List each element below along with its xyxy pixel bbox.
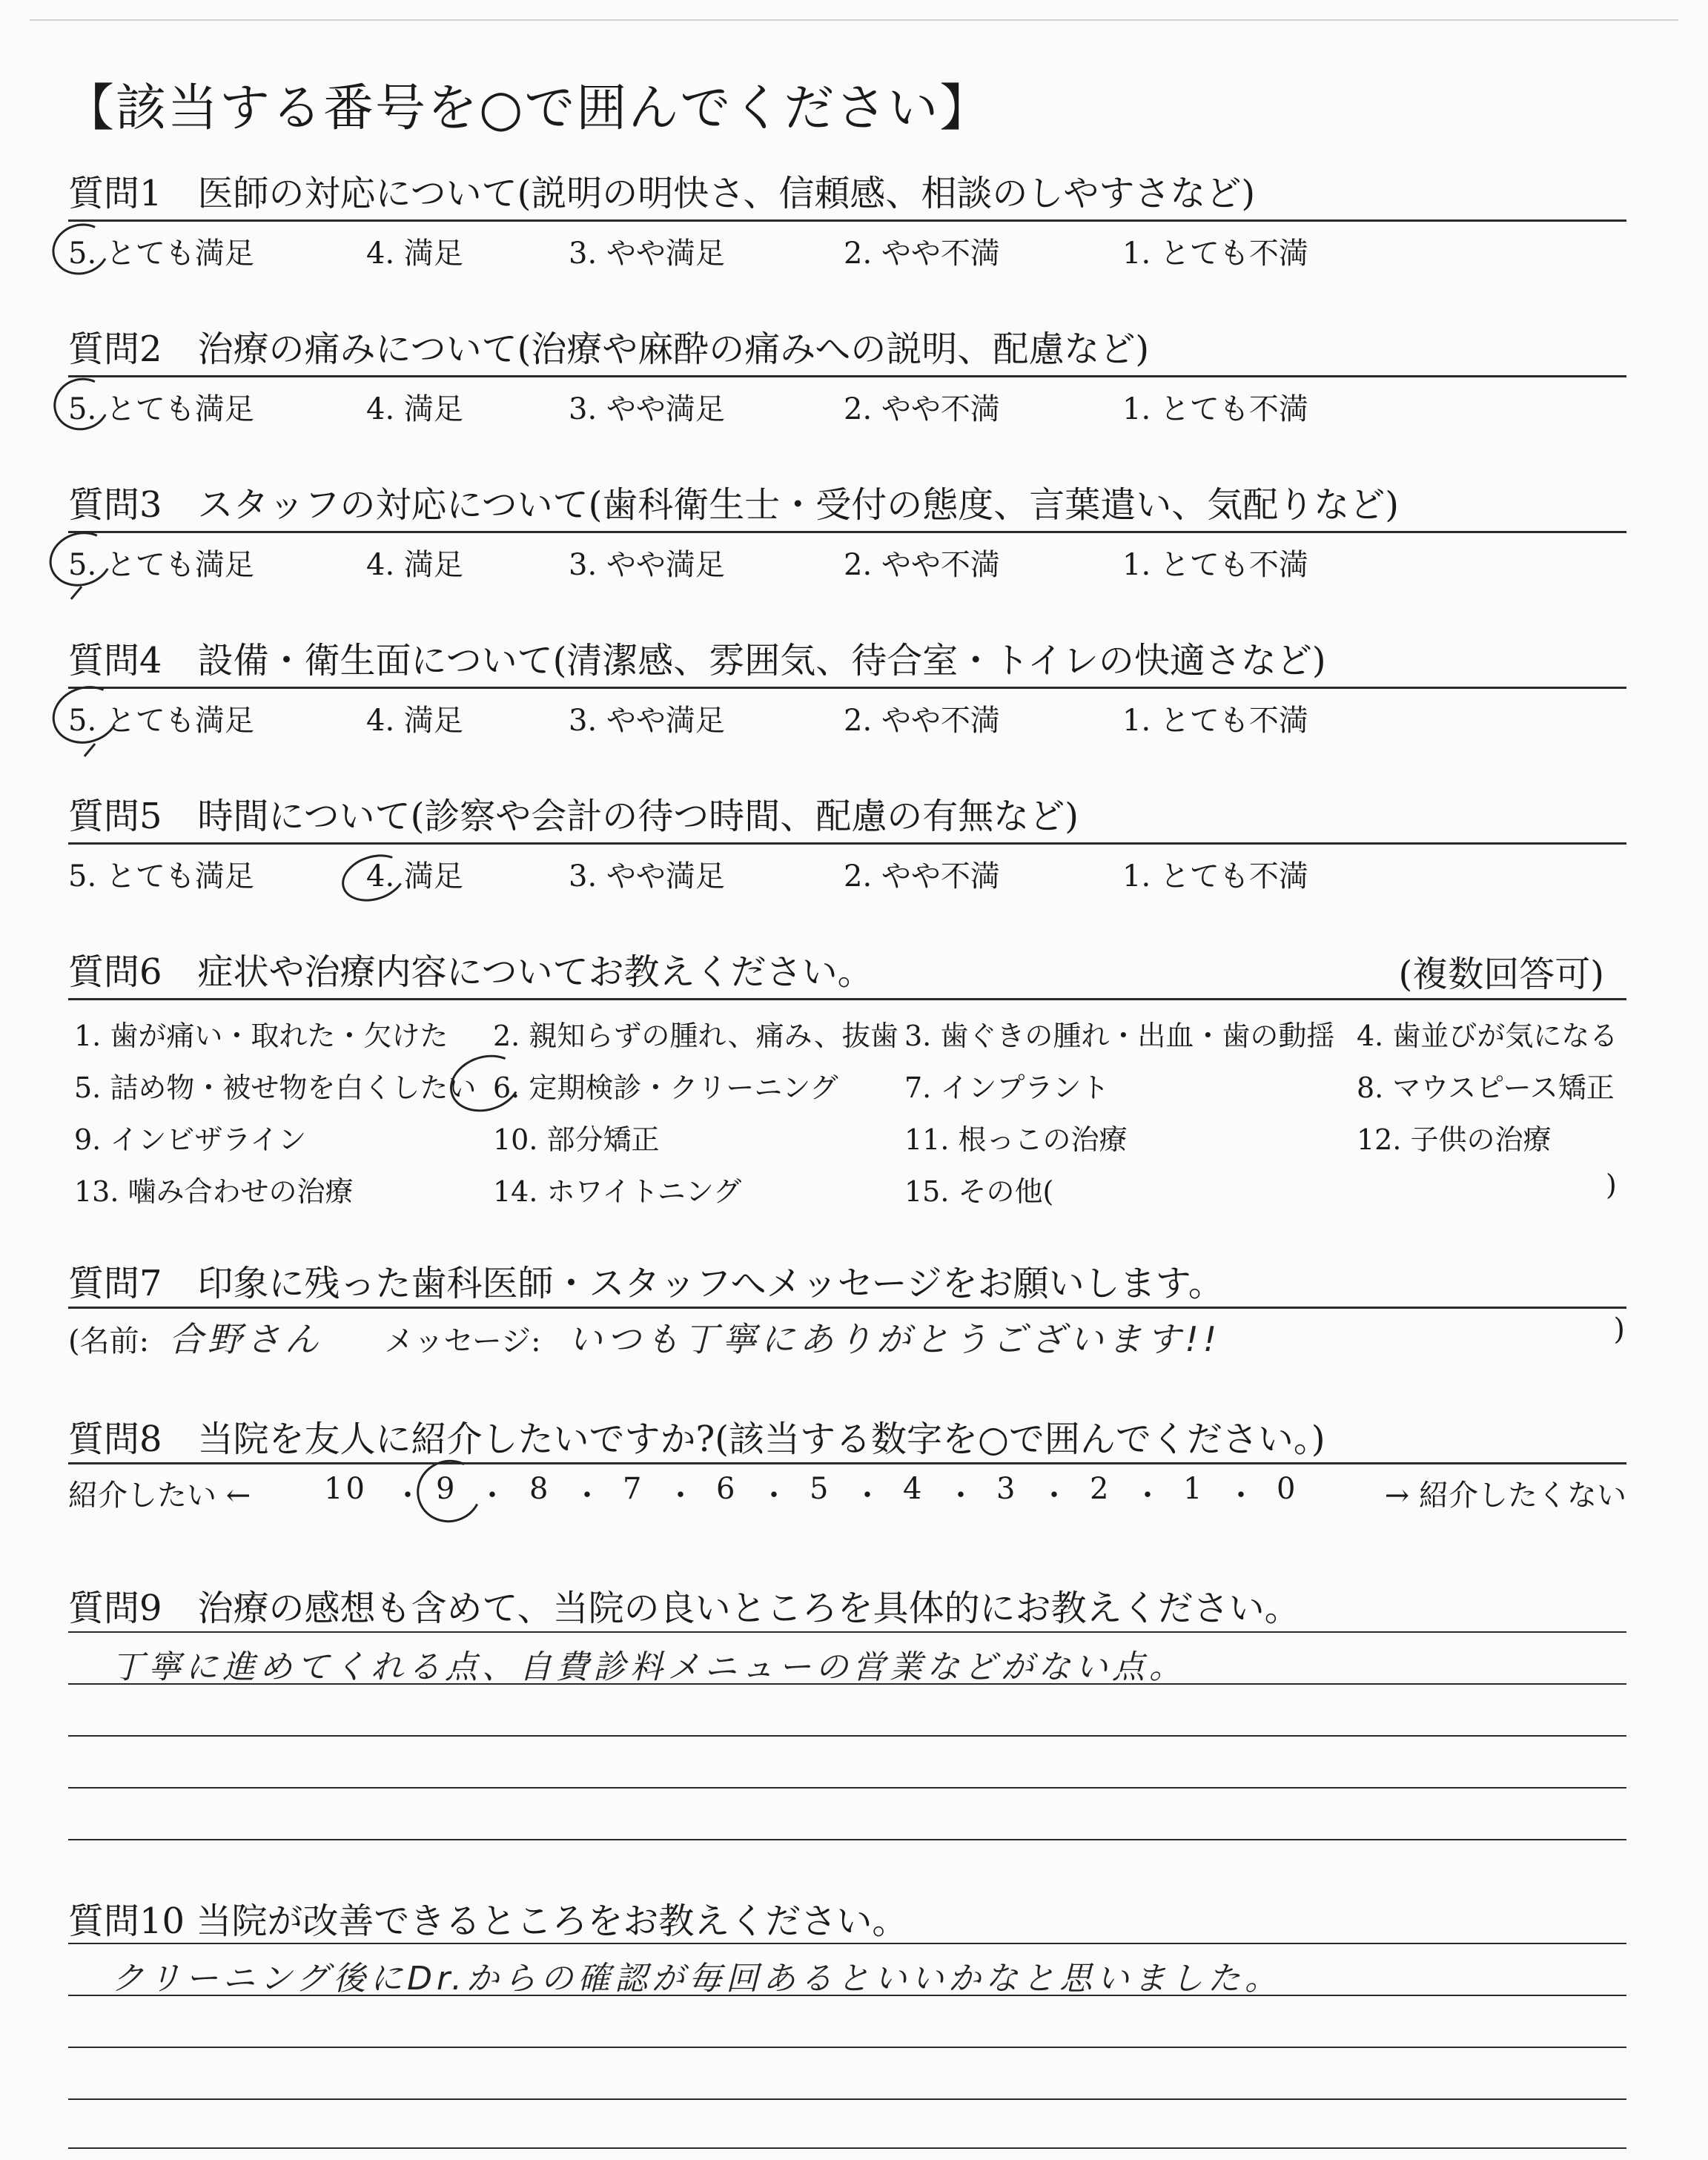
top-border [30, 19, 1678, 21]
q2-option-3[interactable]: 3. やや満足 [569, 392, 725, 426]
q4-circle-tail [84, 743, 96, 757]
q10-answer-line [68, 2147, 1626, 2149]
q10-answer-line [68, 2047, 1626, 2048]
q6-option-10[interactable]: 10. 部分矯正 [493, 1123, 660, 1156]
q1-option-2[interactable]: 2. やや不満 [844, 237, 1000, 271]
question-2-title: 質問2 治療の痛みについて(治療や麻酔の痛みへの説明、配慮など) [68, 328, 1150, 370]
q6-option-14[interactable]: 14. ホワイトニング [493, 1175, 742, 1208]
q6-option-5[interactable]: 5. 詰め物・被せ物を白くしたい [74, 1071, 477, 1104]
q3-circle-tail [70, 586, 82, 600]
q8-scale-10[interactable]: 10 [324, 1472, 368, 1506]
q9-answer-text[interactable]: 丁寧に進めてくれる点、自費診料メニューの営業などがない点。 [111, 1648, 1186, 1686]
q7-message-value[interactable]: いつも丁寧にありがとうございます!! [568, 1319, 1222, 1359]
q4-option-2[interactable]: 2. やや不満 [844, 704, 1000, 738]
q2-option-4[interactable]: 4. 満足 [366, 392, 463, 426]
question-5-rule [68, 842, 1626, 845]
q4-option-3[interactable]: 3. やや満足 [569, 704, 725, 738]
q6-option-12[interactable]: 12. 子供の治療 [1357, 1123, 1552, 1156]
question-10-title: 質問10 当院が改善できるところをお教えください。 [68, 1900, 908, 1942]
question-6-title: 質問6 症状や治療内容についてお教えください。 [68, 951, 873, 993]
q6-option-6[interactable]: 6. 定期検診・クリーニング [493, 1071, 838, 1104]
q2-option-2[interactable]: 2. やや不満 [844, 392, 1000, 426]
q6-option-8[interactable]: 8. マウスピース矯正 [1357, 1071, 1615, 1104]
q9-answer-line [68, 1735, 1626, 1737]
q3-selection-circle [42, 524, 119, 594]
q8-sep: ・ [666, 1479, 698, 1513]
q5-option-3[interactable]: 3. やや満足 [569, 859, 725, 894]
q8-sep: ・ [1039, 1479, 1072, 1513]
q6-option-1[interactable]: 1. 歯が痛い・取れた・欠けた [74, 1020, 448, 1052]
q7-close-paren: ) [1613, 1312, 1625, 1347]
q3-option-2[interactable]: 2. やや不満 [844, 548, 1000, 582]
q8-scale-6[interactable]: 6 [716, 1472, 738, 1506]
q6-other-close-paren: ) [1606, 1169, 1617, 1201]
q2-option-1[interactable]: 1. とても不満 [1122, 392, 1308, 426]
question-5-title: 質問5 時間について(診察や会計の待つ時間、配慮の有無など) [68, 796, 1079, 837]
q3-option-5[interactable]: 5. とても満足 [68, 548, 254, 582]
q5-option-1[interactable]: 1. とても不満 [1122, 859, 1308, 894]
q6-option-3[interactable]: 3. 歯ぐきの腫れ・出血・歯の動揺 [904, 1020, 1335, 1052]
q3-option-4[interactable]: 4. 満足 [366, 548, 463, 582]
q5-option-5[interactable]: 5. とても満足 [68, 859, 254, 894]
q3-option-3[interactable]: 3. やや満足 [569, 548, 725, 582]
question-6-note: (複数回答可) [1398, 954, 1604, 995]
question-8-rule [68, 1462, 1626, 1464]
question-3-title: 質問3 スタッフの対応について(歯科衛生士・受付の態度、言葉遣い、気配りなど) [68, 484, 1400, 526]
q1-option-4[interactable]: 4. 満足 [366, 237, 463, 271]
q6-option-2[interactable]: 2. 親知らずの腫れ、痛み、抜歯 [493, 1020, 898, 1052]
q8-sep: ・ [853, 1479, 885, 1513]
question-4-title: 質問4 設備・衛生面について(清潔感、雰囲気、待合室・トイレの快適さなど) [68, 640, 1326, 681]
q8-scale-9[interactable]: 9 [436, 1472, 458, 1506]
q8-scale-4[interactable]: 4 [903, 1472, 925, 1506]
q6-option-9[interactable]: 9. インビザライン [74, 1123, 307, 1156]
q5-option-2[interactable]: 2. やや不満 [844, 859, 1000, 894]
question-8-title: 質問8 当院を友人に紹介したいですか?(該当する数字を○で囲んでください。) [68, 1418, 1325, 1460]
q6-option-15[interactable]: 15. その他( [904, 1175, 1054, 1208]
q1-selection-circle [45, 217, 116, 283]
q4-option-1[interactable]: 1. とても不満 [1122, 704, 1308, 738]
q8-scale-2[interactable]: 2 [1090, 1472, 1112, 1506]
q8-sep: ・ [1133, 1479, 1165, 1513]
q8-scale-5[interactable]: 5 [810, 1472, 832, 1506]
q10-answer-text[interactable]: クリーニング後にDr.からの確認が毎回あるといいかなと思いました。 [111, 1960, 1282, 1998]
question-4-rule [68, 687, 1626, 689]
question-3-rule [68, 531, 1626, 533]
q1-option-3[interactable]: 3. やや満足 [569, 237, 725, 271]
question-9-title: 質問9 治療の感想も含めて、当院の良いところを具体的にお教えください。 [68, 1588, 1300, 1629]
q9-answer-line [68, 1839, 1626, 1840]
q9-answer-line [68, 1631, 1626, 1633]
form-header: 【該当する番号を○で囲んでください】 [64, 79, 992, 138]
question-2-rule [68, 375, 1626, 377]
question-1-rule [68, 219, 1626, 222]
question-1-title: 質問1 医師の対応について(説明の明快さ、信頼感、相談のしやすさなど) [68, 173, 1256, 214]
q8-scale-8[interactable]: 8 [529, 1472, 552, 1506]
q8-scale-1[interactable]: 1 [1183, 1472, 1205, 1506]
q5-option-4[interactable]: 4. 満足 [366, 859, 463, 894]
q7-name-value[interactable]: 合野さん [168, 1319, 323, 1359]
q9-answer-line [68, 1787, 1626, 1789]
q8-sep: ・ [1226, 1479, 1259, 1513]
q6-option-4[interactable]: 4. 歯並びが気になる [1357, 1020, 1618, 1052]
q2-option-5[interactable]: 5. とても満足 [68, 392, 254, 426]
q7-name-label: (名前: [68, 1324, 150, 1358]
q8-sep: ・ [759, 1479, 792, 1513]
q8-sep: ・ [477, 1479, 510, 1513]
q6-option-11[interactable]: 11. 根っこの治療 [904, 1123, 1128, 1156]
q6-selection-circle [443, 1046, 529, 1121]
q8-sep: ・ [946, 1479, 979, 1513]
q8-right-label: → 紹介したくない [1384, 1479, 1626, 1513]
question-7-answer-row [68, 1312, 1625, 1361]
q8-scale-7[interactable]: 7 [623, 1472, 645, 1506]
q7-message-label: メッセージ: [384, 1324, 541, 1358]
q9-answer-line [68, 1683, 1626, 1685]
q1-option-5[interactable]: 5. とても満足 [68, 237, 254, 271]
q10-answer-line [68, 2098, 1626, 2100]
q8-scale-0[interactable]: 0 [1277, 1472, 1299, 1506]
q8-sep: ・ [572, 1479, 605, 1513]
q8-sep: ・ [393, 1479, 426, 1513]
q6-option-13[interactable]: 13. 噛み合わせの治療 [74, 1175, 354, 1208]
q3-option-1[interactable]: 1. とても不満 [1122, 548, 1308, 582]
q1-option-1[interactable]: 1. とても不満 [1122, 237, 1308, 271]
q8-left-label: 紹介したい ← [68, 1479, 251, 1513]
question-7-rule [68, 1307, 1626, 1309]
q10-answer-line [68, 1995, 1626, 1996]
question-6-rule [68, 998, 1626, 1000]
q8-scale-3[interactable]: 3 [996, 1472, 1019, 1506]
question-7-title: 質問7 印象に残った歯科医師・スタッフへメッセージをお願いします。 [68, 1263, 1224, 1304]
q4-option-4[interactable]: 4. 満足 [366, 704, 463, 738]
q4-option-5[interactable]: 5. とても満足 [68, 704, 254, 738]
q10-answer-line [68, 1943, 1626, 1944]
q6-option-7[interactable]: 7. インプラント [904, 1071, 1110, 1104]
